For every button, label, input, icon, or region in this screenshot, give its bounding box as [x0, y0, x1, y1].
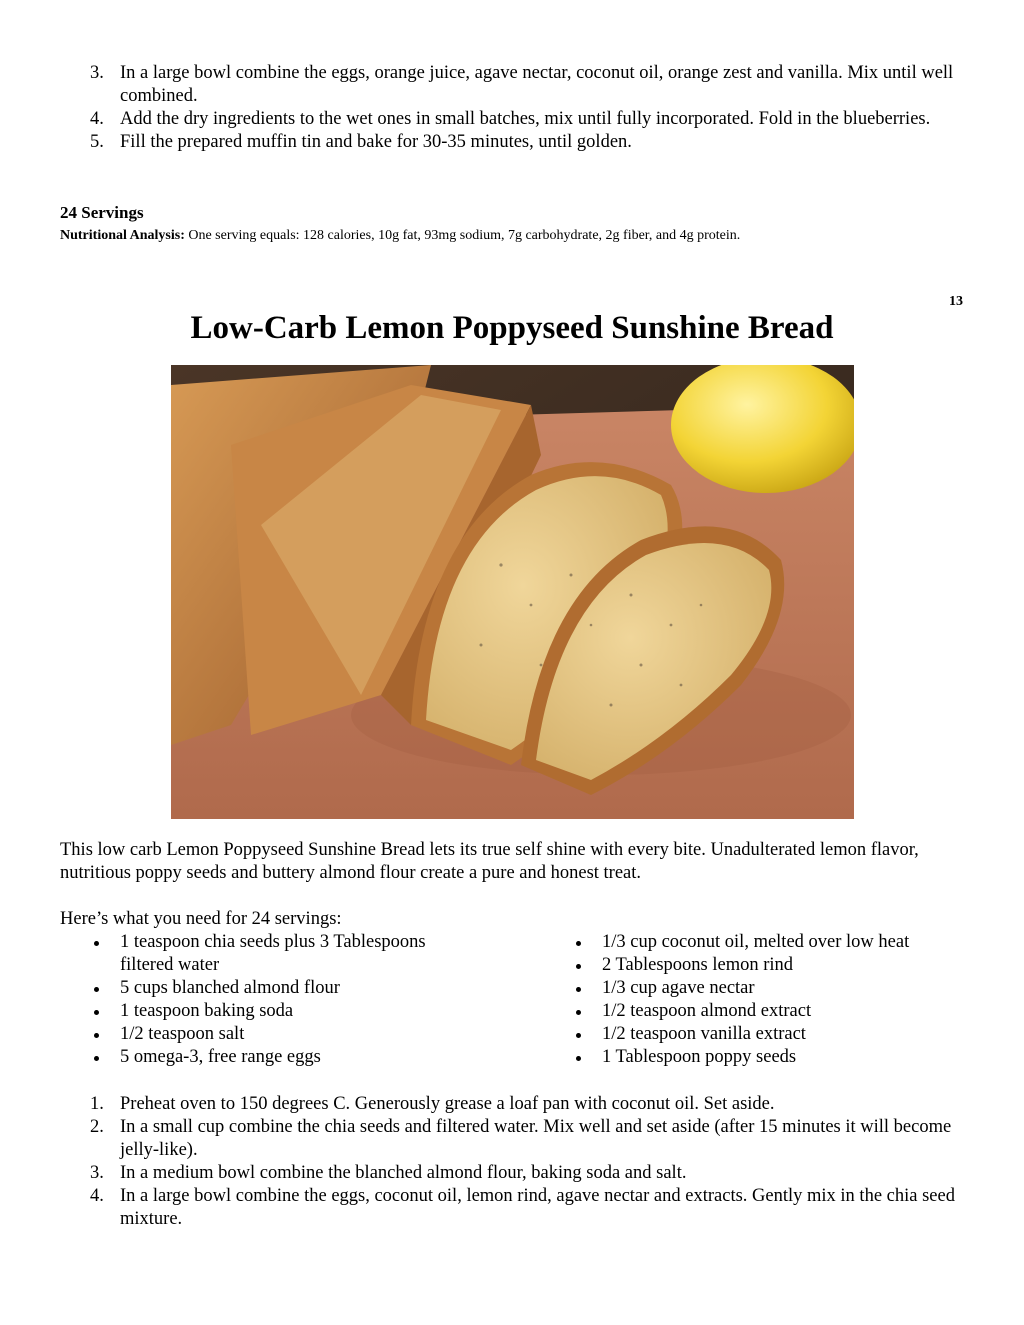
step-text: In a medium bowl combine the blanched almond flour, baking soda and salt.	[120, 1163, 687, 1183]
step-text: Add the dry ingredients to the wet ones in small batches, mix until fully incorporated. Fold in the blueberries.	[120, 109, 931, 129]
recipe-intro: This low carb Lemon Poppyseed Sunshine Bread lets its true self shine with every bite. Unadulterated lemon flavor, nutritious poppy seeds and buttery almond flour create a pure and honest treat.	[60, 840, 919, 883]
ingredient-item: 5 cups blanched almond flour	[89, 977, 469, 1000]
nutrition-label: Nutritional Analysis:	[60, 228, 185, 243]
ingredient-item: 1/3 cup coconut oil, melted over low heat	[571, 931, 971, 954]
step-text: In a large bowl combine the eggs, coconut oil, lemon rind, agave nectar and extracts. Gently mix in the chia seed mixture.	[120, 1186, 955, 1229]
step-item	[60, 1162, 960, 1185]
step-text: Preheat oven to 150 degrees C. Generously grease a loaf pan with coconut oil. Set aside.	[120, 1094, 775, 1114]
step-number: 4.	[90, 109, 104, 129]
nutrition-text: One serving equals: 128 calories, 10g fat, 93mg sodium, 7g carbohydrate, 2g fiber, and 4g protein.	[184, 228, 741, 243]
ingredient-item: 1/2 teaspoon vanilla extract	[571, 1023, 971, 1046]
ingredient-item: 1 Tablespoon poppy seeds	[571, 1046, 971, 1069]
nutrition-analysis	[60, 224, 740, 247]
step-item	[60, 1093, 960, 1116]
step-item	[60, 108, 960, 131]
step-item	[60, 131, 960, 154]
ingredient-item: 1 teaspoon baking soda	[89, 1000, 469, 1023]
ingredients-list-left	[89, 931, 469, 1069]
step-item	[60, 1116, 960, 1162]
step-text: Fill the prepared muffin tin and bake for 30-35 minutes, until golden.	[120, 132, 632, 152]
bread-photo	[171, 365, 854, 819]
step-number: 3.	[90, 1163, 104, 1183]
ingredient-item: 1/2 teaspoon almond extract	[571, 1000, 971, 1023]
servings-heading: 24 Servings	[60, 203, 144, 222]
ingredients-list-right	[571, 931, 971, 1069]
ingredient-item: 5 omega-3, free range eggs	[89, 1046, 469, 1069]
step-number: 1.	[90, 1094, 104, 1114]
step-item	[60, 1185, 960, 1231]
step-number: 5.	[90, 132, 104, 152]
step-number: 3.	[90, 63, 104, 83]
previous-recipe-steps	[60, 62, 960, 154]
step-number: 2.	[90, 1117, 104, 1137]
ingredient-item: 1/3 cup agave nectar	[571, 977, 971, 1000]
recipe-title: Low-Carb Lemon Poppyseed Sunshine Bread	[190, 310, 834, 346]
recipe-steps	[60, 1093, 960, 1231]
servings-intro: Here’s what you need for 24 servings:	[60, 909, 342, 929]
ingredient-item: 1/2 teaspoon salt	[89, 1023, 469, 1046]
page-number: 13	[949, 294, 963, 309]
step-item	[60, 62, 960, 108]
step-text: In a large bowl combine the eggs, orange juice, agave nectar, coconut oil, orange zest and vanilla. Mix until well combined.	[120, 63, 954, 106]
step-number: 4.	[90, 1186, 104, 1206]
ingredient-item: 1 teaspoon chia seeds plus 3 Tablespoons filtered water	[89, 931, 469, 977]
ingredient-item: 2 Tablespoons lemon rind	[571, 954, 971, 977]
step-text: In a small cup combine the chia seeds and filtered water. Mix well and set aside (after 15 minutes it will become jelly-like).	[120, 1117, 952, 1160]
